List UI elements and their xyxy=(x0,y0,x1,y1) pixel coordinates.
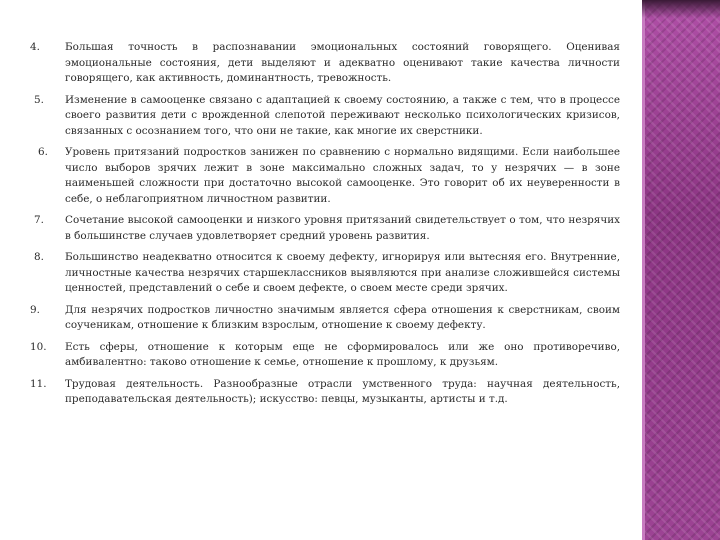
item-number: 7. xyxy=(34,214,44,226)
list-item-8 xyxy=(30,250,620,297)
item-text: Большая точность в распознавании эмоциональных состояний говорящего. Оценивая эмоциональные состояния, дети выделяют и адекватно оценивают такие качества личности говорящего, как активность, доминантность, тревожность. xyxy=(65,41,620,84)
sidebar-edge xyxy=(642,0,645,540)
list-item-4 xyxy=(30,40,620,87)
item-number: 6. xyxy=(38,146,48,158)
item-text: Большинство неадекватно относится к своему дефекту, игнорируя или вытесняя его. Внутренние, личностные качества незрячих старшеклассников выявляются при анализе сложившейся системы ценностей, представлений о себе и своем дефекте, о своем месте среди зрячих. xyxy=(65,251,620,294)
item-text: Есть сферы, отношение к которым еще не сформировалось или же оно противоречиво, амбивалентно: таково отношение к семье, отношение к прошлому, к друзьям. xyxy=(65,340,620,368)
item-number: 9. xyxy=(30,303,40,316)
decorative-sidebar xyxy=(642,0,720,540)
list-item-6 xyxy=(30,145,620,207)
item-number: 11. xyxy=(30,377,47,390)
list-item-11 xyxy=(30,377,620,408)
item-text: Сочетание высокой самооценки и низкого уровня притязаний свидетельствует о том, что незрячих в большинстве случаев удовлетворяет средний уровень развития. xyxy=(65,214,620,242)
list-item-7 xyxy=(30,213,620,244)
item-number: 8. xyxy=(34,251,44,263)
sidebar-top-shade xyxy=(642,0,720,18)
list-item-9 xyxy=(30,303,620,334)
list-item-10 xyxy=(30,340,620,371)
findings-list xyxy=(30,40,620,414)
item-number: 5. xyxy=(34,93,44,106)
list-item-5 xyxy=(30,93,620,140)
item-text: Для незрячих подростков личностно значимым является сфера отношения к сверстникам, своим соученикам, отношение к близким взрослым, отношение к своему дефекту. xyxy=(65,303,620,331)
item-text: Изменение в самооценке связано с адаптацией к своему состоянию, а также с тем, что в процессе своего развития дети с врожденной слепотой переживают несколько психологических кризисов, связанных с осознанием того, что они не такие, как многие их сверстники. xyxy=(65,93,620,137)
item-number: 10. xyxy=(30,340,47,353)
item-text: Трудовая деятельность. Разнообразные отрасли умственного труда: научная деятельность, преподавательская деятельность); искусство: певцы, музыканты, артисты и т.д. xyxy=(65,377,620,405)
item-number: 4. xyxy=(30,41,40,53)
item-text: Уровень притязаний подростков занижен по сравнению с нормально видящими. Если наибольшее число выборов зрячих лежит в зоне максимально сложных задач, то у незрячих — в зоне наименьшей сложности при достаточно высокой самооценке. Это говорит об их неуверенности в себе, о неблагоприятном личностном развитии. xyxy=(65,146,620,205)
